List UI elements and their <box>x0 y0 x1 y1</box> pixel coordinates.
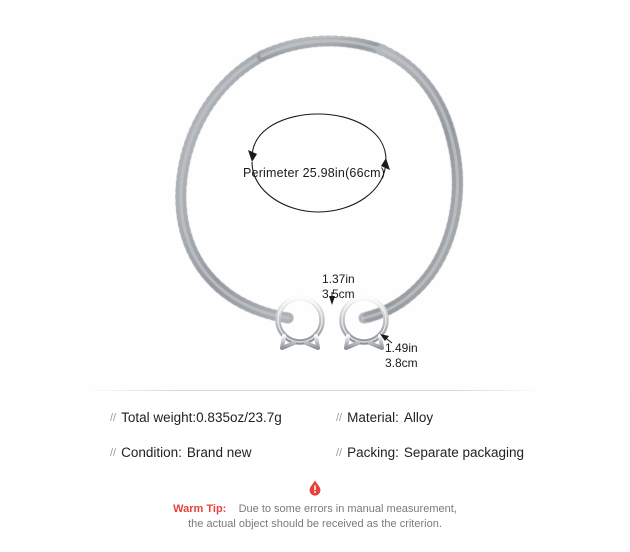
spec-total-weight <box>110 410 282 425</box>
dimension-label-width <box>322 272 355 302</box>
spec-packing-value: Separate packaging <box>403 445 524 460</box>
warm-tip-text-1: Due to some errors in manual measurement, <box>238 503 457 515</box>
spec-bullet-icon: // <box>336 412 343 424</box>
warm-tip-title: Warm Tip: <box>173 503 227 515</box>
exclamation-icon <box>307 480 323 496</box>
spec-bullet-icon: // <box>110 412 117 424</box>
dimension-width-cm: 3.5cm <box>322 287 355 301</box>
perimeter-label: Perimeter 25.98in(66cm) <box>243 166 386 180</box>
perimeter-measure-arc <box>248 114 390 212</box>
dimension-height-cm: 3.8cm <box>385 356 418 370</box>
spec-list <box>0 390 630 486</box>
spec-bullet-icon: // <box>336 447 343 459</box>
spec-total-weight-label: Total weight: <box>121 410 197 425</box>
spec-condition-value: Brand new <box>186 445 252 460</box>
spec-condition-label: Condition: <box>121 445 182 460</box>
spec-packing <box>336 445 524 460</box>
dimension-label-height <box>385 341 418 371</box>
spec-material <box>336 410 433 425</box>
dimension-width-inches: 1.37in <box>322 272 355 286</box>
spec-condition <box>110 445 251 460</box>
spec-bullet-icon: // <box>110 447 117 459</box>
spec-total-weight-value: 0.835oz/23.7g <box>196 410 282 425</box>
spec-material-value: Alloy <box>403 410 434 425</box>
spec-divider <box>84 390 546 391</box>
warm-tip-line-1 <box>0 502 630 517</box>
spec-packing-label: Packing: <box>347 445 399 460</box>
warm-tip <box>0 480 630 532</box>
spec-material-label: Material: <box>347 410 399 425</box>
warm-tip-text-2: the actual object should be received as the criterion. <box>188 518 442 530</box>
dimension-height-inches: 1.49in <box>385 341 418 355</box>
